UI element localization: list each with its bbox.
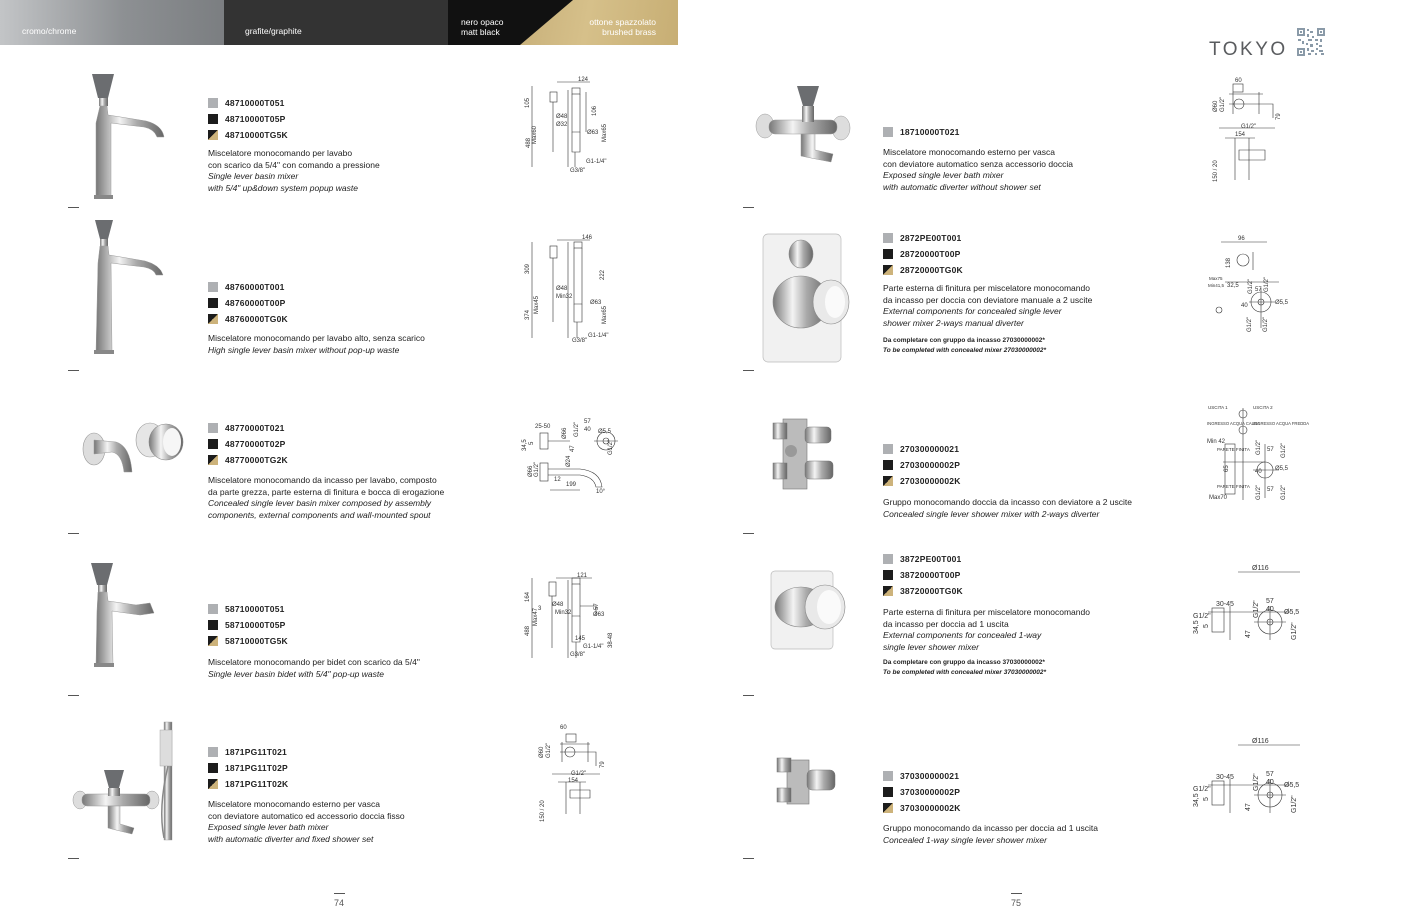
dim-label: 124 bbox=[578, 77, 589, 83]
product-codes bbox=[208, 420, 288, 468]
dim-label: 40 bbox=[1255, 469, 1262, 475]
technical-drawing bbox=[520, 232, 620, 344]
dim-label: 57 bbox=[1266, 771, 1274, 778]
code-black: 48760000T00P bbox=[208, 295, 288, 311]
product-codes bbox=[208, 744, 288, 792]
product-codes bbox=[883, 230, 963, 278]
product-description: Miscelatore monocomando per lavabo con scarico da 5/4" con comando a pressione Single lever basin mixer with 5/4" up&down system popup waste bbox=[208, 148, 380, 193]
dim-label: 5 bbox=[529, 441, 535, 445]
dim-label: PARETE FINITA bbox=[1217, 484, 1250, 489]
product-row bbox=[68, 65, 728, 215]
dim-label: G1/2" bbox=[546, 742, 552, 758]
code-chrome: 48760000T001 bbox=[208, 279, 288, 295]
code-chrome: 370300000021 bbox=[883, 768, 961, 784]
dim-label: 106 bbox=[592, 105, 598, 116]
code-chrome: 18710000T021 bbox=[883, 124, 960, 140]
dim-label: Min41,5 bbox=[1208, 283, 1225, 288]
dim-label: 57 bbox=[584, 419, 591, 425]
dim-label: 25-50 bbox=[535, 424, 551, 430]
dim-label: 222 bbox=[600, 269, 606, 280]
dim-label: Ø5,5 bbox=[1275, 466, 1289, 472]
dim-label: 60 bbox=[1235, 78, 1242, 84]
code-chrome: 58710000T051 bbox=[208, 601, 288, 617]
dim-label: G1/2" bbox=[1256, 484, 1262, 500]
dim-label: Ø24 bbox=[566, 455, 572, 467]
dim-label: Ø60 bbox=[1213, 100, 1219, 112]
product-description: Miscelatore monocomando per bidet con scarico da 5/4" Single lever basin bidet with 5/4" pop-up waste bbox=[208, 657, 420, 679]
code-brass: 48760000TG0K bbox=[208, 311, 288, 327]
dim-label: Ø63 bbox=[593, 612, 605, 618]
product-description: Gruppo monocomando doccia da incasso con deviatore a 2 uscite Concealed single lever shower mixer with 2-ways diverter bbox=[883, 497, 1133, 519]
dim-label: 38-48 bbox=[608, 632, 614, 648]
dim-label: 40 bbox=[1266, 779, 1274, 786]
product-row bbox=[743, 220, 1403, 370]
code-black: 37030000002P bbox=[883, 784, 961, 800]
dim-label: 121 bbox=[577, 573, 588, 579]
technical-drawing bbox=[520, 570, 620, 662]
code-chrome: 2872PE00T001 bbox=[883, 230, 963, 246]
dim-label: 12 bbox=[554, 477, 561, 483]
technical-drawing bbox=[1190, 735, 1305, 820]
dim-label: G1/2" bbox=[1256, 439, 1262, 455]
dim-label: G1/2" bbox=[608, 439, 614, 455]
dim-label: 60 bbox=[560, 725, 567, 731]
code-chrome: 270300000021 bbox=[883, 441, 961, 457]
dim-label: Ø48 bbox=[556, 286, 568, 292]
dim-label: 488 bbox=[526, 137, 532, 148]
finish-brushed-brass: ottone spazzolato brushed brass bbox=[589, 17, 656, 37]
dim-label: 47 bbox=[1245, 630, 1252, 638]
dim-label: 57 bbox=[1267, 487, 1274, 493]
basin-mixer-image bbox=[68, 65, 188, 215]
dim-label: G1/2" bbox=[1193, 786, 1211, 793]
product-row bbox=[68, 718, 728, 868]
dim-label: G1/2" bbox=[1241, 124, 1257, 130]
technical-drawing bbox=[1205, 232, 1290, 337]
dim-label: 34,5 bbox=[1193, 620, 1200, 634]
product-codes bbox=[883, 441, 961, 489]
dim-label: Ø5,5 bbox=[598, 429, 612, 435]
product-note: Da completare con gruppo da incasso 27030000002* To be completed with concealed mixer 27030000002* bbox=[883, 337, 1047, 354]
concealed-mixer-body-image bbox=[743, 393, 863, 543]
dim-label: G1/2" bbox=[1263, 316, 1269, 332]
technical-drawing bbox=[1205, 72, 1285, 190]
product-codes bbox=[208, 95, 288, 143]
dim-label: 150 / 20 bbox=[540, 800, 546, 822]
page-number: 75 bbox=[1006, 893, 1026, 908]
code-black: 27030000002P bbox=[883, 457, 961, 473]
product-description: Parte esterna di finitura per miscelatore monocomando da incasso per doccia ad 1 uscita External components for concealed 1-way single lever shower mixer bbox=[883, 607, 1090, 652]
dim-label: 10° bbox=[596, 489, 606, 495]
dim-label: 57 bbox=[594, 603, 600, 610]
dim-label: 146 bbox=[582, 235, 593, 241]
finish-black-brass bbox=[448, 0, 678, 45]
dim-label: G1-1/4" bbox=[586, 159, 607, 165]
code-black: 38720000T00P bbox=[883, 567, 963, 583]
dim-label: G1/2" bbox=[1291, 795, 1298, 813]
dim-label: Ø66 bbox=[562, 427, 568, 439]
dim-label: G3/8" bbox=[570, 168, 586, 174]
row-separator bbox=[68, 858, 79, 859]
finish-matt-black: nero opaco matt black bbox=[461, 17, 504, 37]
technical-drawing bbox=[520, 72, 620, 177]
product-row bbox=[743, 70, 1403, 220]
dim-label: 96 bbox=[1238, 236, 1245, 242]
dim-label: USCITA 1 bbox=[1208, 405, 1228, 410]
dim-label: 79 bbox=[600, 761, 606, 768]
product-description: Miscelatore monocomando per lavabo alto, senza scarico High single lever basin mixer without pop-up waste bbox=[208, 333, 425, 355]
dim-label: 145 bbox=[575, 636, 586, 642]
dim-label: 57 bbox=[1255, 287, 1262, 293]
dim-label: Ø63 bbox=[590, 300, 602, 306]
dim-label: G1/2" bbox=[571, 771, 587, 777]
dim-label: G1/2" bbox=[534, 461, 540, 477]
black-swatch bbox=[208, 114, 218, 124]
dim-label: 105 bbox=[525, 97, 531, 108]
row-separator bbox=[68, 533, 79, 534]
technical-drawing bbox=[1190, 562, 1305, 647]
row-separator bbox=[68, 207, 79, 208]
shower-mixer-plate-image bbox=[743, 220, 863, 370]
dim-label: Max60 bbox=[532, 125, 538, 144]
product-codes bbox=[883, 551, 963, 599]
dim-label: 47 bbox=[570, 445, 576, 452]
dim-label: Ø5,5 bbox=[1284, 609, 1300, 616]
dim-label: 199 bbox=[566, 482, 577, 488]
dim-label: G1/2" bbox=[574, 421, 580, 437]
finish-chrome bbox=[0, 0, 224, 45]
product-description: Gruppo monocomando da incasso per doccia ad 1 uscita Concealed 1-way single lever shower mixer bbox=[883, 823, 1098, 845]
dim-label: Ø116 bbox=[1252, 738, 1269, 745]
dim-label: 164 bbox=[525, 591, 531, 602]
dim-label: Ø5,5 bbox=[1284, 782, 1300, 789]
dim-label: Min 42 bbox=[1207, 439, 1226, 445]
row-separator bbox=[743, 207, 754, 208]
product-row bbox=[68, 555, 728, 705]
dim-label: Ø63 bbox=[587, 130, 599, 136]
code-black: 28720000T00P bbox=[883, 246, 963, 262]
dim-label: 79 bbox=[1276, 113, 1282, 120]
product-row bbox=[68, 215, 728, 365]
code-brass: 48710000TG5K bbox=[208, 127, 288, 143]
code-black: 48770000T02P bbox=[208, 436, 288, 452]
dim-label: 40 bbox=[1241, 303, 1248, 309]
dim-label: Ø48 bbox=[556, 114, 568, 120]
page-number: 74 bbox=[329, 893, 349, 908]
row-separator bbox=[743, 370, 754, 371]
row-separator bbox=[743, 533, 754, 534]
code-brass: 48770000TG2K bbox=[208, 452, 288, 468]
dim-label: 5 bbox=[1203, 797, 1210, 801]
code-brass: 38720000TG0K bbox=[883, 583, 963, 599]
brand-title: TOKYO bbox=[1209, 39, 1288, 60]
dim-label: Ø32 bbox=[556, 122, 568, 128]
finish-label: cromo/chrome bbox=[22, 26, 77, 36]
dim-label: G1/2" bbox=[1264, 276, 1270, 292]
dim-label: Ø5,5 bbox=[1275, 300, 1289, 306]
code-black: 1871PG11T02P bbox=[208, 760, 288, 776]
dim-label: 32,5 bbox=[1227, 283, 1239, 289]
wall-basin-mixer-image bbox=[68, 392, 188, 542]
dim-label: 154 bbox=[1235, 132, 1246, 138]
dim-label: 34,5 bbox=[522, 439, 528, 451]
dim-label: G1/2" bbox=[1253, 600, 1260, 618]
dim-label: Ø60 bbox=[539, 746, 545, 758]
dim-label: PARETE FINITA bbox=[1217, 447, 1250, 452]
dim-label: 57 bbox=[1266, 598, 1274, 605]
dim-label: 47 bbox=[1245, 803, 1252, 811]
chrome-swatch bbox=[208, 98, 218, 108]
product-description: Miscelatore monocomando da incasso per lavabo, composto da parte grezza, parte esterna di finitura e bocca di erogazione Concealed single lever basin mixer composed by assembly components, external components and wall-mounted spout bbox=[208, 475, 445, 520]
code-brass: 1871PG11T02K bbox=[208, 776, 288, 792]
finish-graphite bbox=[224, 0, 448, 45]
dim-label: 30-45 bbox=[1216, 774, 1234, 781]
dim-label: 138 bbox=[1226, 257, 1232, 268]
technical-drawing bbox=[530, 722, 610, 827]
product-codes bbox=[208, 601, 288, 649]
dim-label: Min32 bbox=[556, 294, 573, 300]
brass-swatch bbox=[208, 130, 218, 140]
dim-label: Max70 bbox=[1209, 495, 1228, 501]
product-note: Da completare con gruppo da incasso 37030000002* To be completed with concealed mixer 37030000002* bbox=[883, 659, 1047, 676]
dim-label: 488 bbox=[525, 625, 531, 636]
dim-label: G1/2" bbox=[1253, 773, 1260, 791]
dim-label: 3 bbox=[538, 606, 542, 612]
product-codes bbox=[208, 279, 288, 327]
dim-label: Max47 bbox=[533, 607, 539, 626]
technical-drawing bbox=[1205, 400, 1310, 505]
dim-label: Max65 bbox=[602, 305, 608, 324]
dim-label: G1/2" bbox=[1220, 96, 1226, 112]
dim-label: Max65 bbox=[602, 123, 608, 142]
code-chrome: 48770000T021 bbox=[208, 420, 288, 436]
product-codes bbox=[883, 768, 961, 816]
code-brass: 27030000002K bbox=[883, 473, 961, 489]
high-basin-mixer-image bbox=[68, 215, 188, 365]
qr-code-icon[interactable] bbox=[1296, 27, 1326, 57]
bath-mixer-image bbox=[743, 70, 863, 220]
dim-label: G1-1/4" bbox=[588, 333, 609, 339]
technical-drawing bbox=[520, 415, 620, 497]
dim-label: Ø116 bbox=[1252, 565, 1269, 572]
dim-label: G1/2" bbox=[1248, 278, 1254, 294]
product-description: Miscelatore monocomando esterno per vasca con deviatore automatico ed accessorio doccia fisso Exposed single lever bath mixer with automatic diverter and fixed shower set bbox=[208, 799, 405, 844]
finish-label: grafite/graphite bbox=[245, 26, 302, 36]
dim-label: Ø48 bbox=[552, 602, 564, 608]
code-brass: 37030000002K bbox=[883, 800, 961, 816]
code-chrome: 1871PG11T021 bbox=[208, 744, 288, 760]
dim-label: Ø66 bbox=[528, 465, 534, 477]
dim-label: G1/2" bbox=[1281, 484, 1287, 500]
dim-label: 150 / 20 bbox=[1213, 160, 1219, 182]
dim-label: 40 bbox=[1266, 606, 1274, 613]
row-separator bbox=[68, 695, 79, 696]
dim-label: 5 bbox=[1203, 624, 1210, 628]
dim-label: 154 bbox=[568, 778, 579, 784]
product-description: Parte esterna di finitura per miscelatore monocomando da incasso per doccia con deviatore manuale a 2 uscite External components for concealed single lever shower mixer 2-ways manual diverter bbox=[883, 283, 1093, 328]
dim-label: INGRESSO ACQUA CALDA bbox=[1207, 421, 1260, 426]
dim-label: 40 bbox=[584, 427, 591, 433]
bath-mixer-shower-set-image bbox=[68, 718, 188, 868]
dim-label: G1/2" bbox=[1193, 613, 1211, 620]
dim-label: G1/2" bbox=[1281, 442, 1287, 458]
dim-label: G3/8" bbox=[572, 338, 588, 344]
row-separator bbox=[68, 370, 79, 371]
dim-label: Min32 bbox=[555, 610, 572, 616]
dim-label: G1/2" bbox=[1291, 622, 1298, 640]
product-description: Miscelatore monocomando esterno per vasca con deviatore automatico senza accessorio doccia Exposed single lever bath mixer with automatic diverter without shower set bbox=[883, 147, 1073, 192]
dim-label: 30-45 bbox=[1216, 601, 1234, 608]
dim-label: 65 bbox=[1224, 465, 1230, 472]
code-black: 58710000T05P bbox=[208, 617, 288, 633]
dim-label: G1-1/4" bbox=[583, 644, 604, 650]
dim-label: 34,5 bbox=[1193, 793, 1200, 807]
dim-label: 374 bbox=[525, 309, 531, 320]
dim-label: INGRESSO ACQUA FREDDA bbox=[1253, 421, 1310, 426]
single-shower-mixer-plate-image bbox=[743, 545, 863, 695]
product-row bbox=[743, 393, 1403, 543]
dim-label: G3/8" bbox=[570, 652, 586, 658]
code-brass: 28720000TG0K bbox=[883, 262, 963, 278]
code-chrome: 3872PE00T001 bbox=[883, 551, 963, 567]
row-separator bbox=[743, 695, 754, 696]
code-black: 48710000T05P bbox=[208, 111, 288, 127]
dim-label: 309 bbox=[525, 263, 531, 274]
code-brass: 58710000TG5K bbox=[208, 633, 288, 649]
dim-label: USCITA 2 bbox=[1253, 405, 1273, 410]
dim-label: Max75 bbox=[1209, 276, 1223, 281]
row-separator bbox=[743, 858, 754, 859]
product-codes bbox=[883, 124, 960, 140]
concealed-single-mixer-body-image bbox=[743, 730, 863, 880]
product-row bbox=[68, 392, 728, 542]
code-chrome: 48710000T051 bbox=[208, 95, 288, 111]
bidet-mixer-image bbox=[68, 555, 188, 705]
dim-label: 57 bbox=[1267, 447, 1274, 453]
dim-label: Max45 bbox=[534, 295, 540, 314]
dim-label: G1/2" bbox=[1247, 316, 1253, 332]
